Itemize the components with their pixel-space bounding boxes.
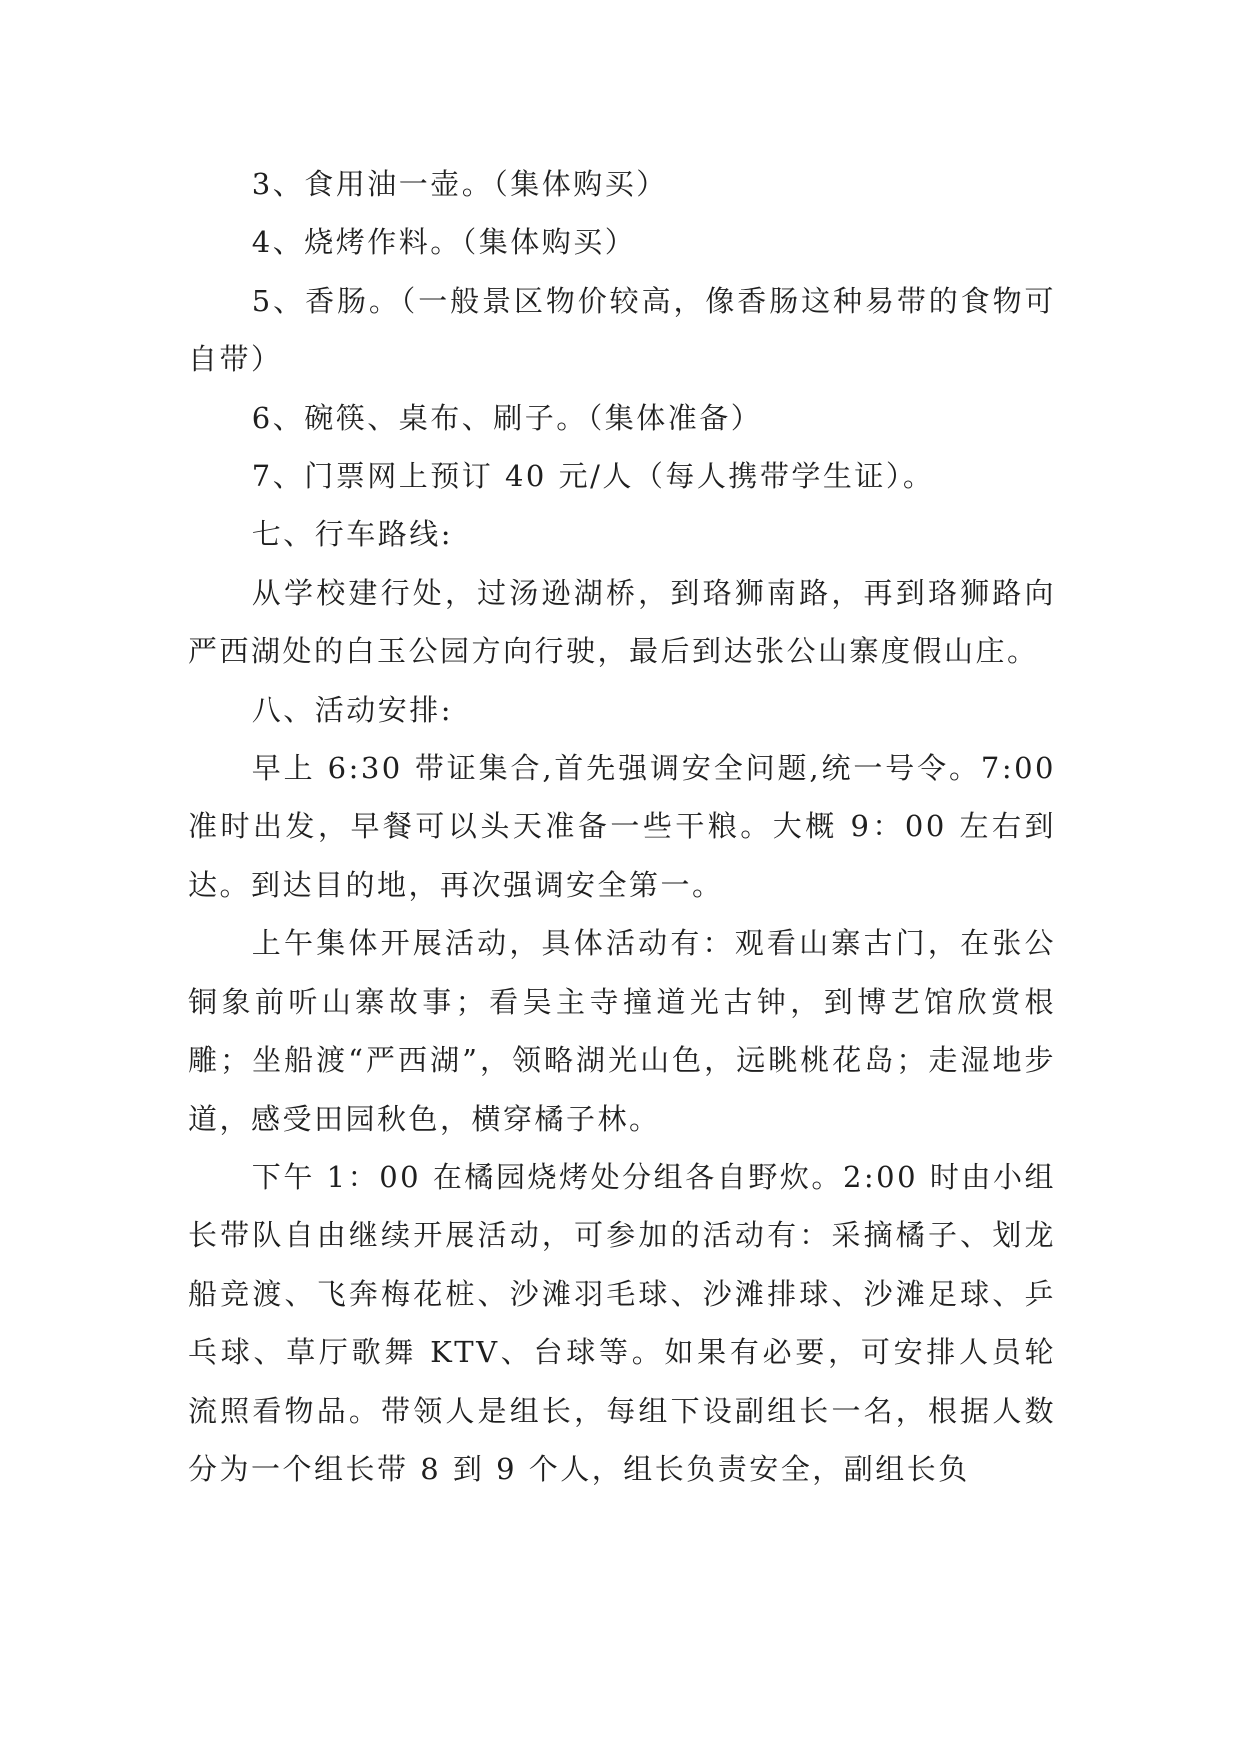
paragraph-afternoon-activities: 下午 1：00 在橘园烧烤处分组各自野炊。2:00 时由小组长带队自由继续开展活动，可参加的活动有：采摘橘子、划龙船竞渡、飞奔梅花桩、沙滩羽毛球、沙滩排球、沙滩足球、乒乓球、草厅歌舞 KTV、台球等。如果有必要，可安排人员轮流照看物品。带领人是组长，每组下设副组长一名，根据人数分为一个组长带 8 到 9 个人，组长负责安全，副组长负	[188, 1159, 1056, 1486]
paragraph-morning-departure: 早上 6:30 带证集合,首先强调安全问题,统一号令。7:00 准时出发，早餐可以头天准备一些干粮。大概 9：00 左右到达。到达目的地，再次强调安全第一。	[188, 751, 1056, 902]
paragraph-item-7-tickets: 7、门票网上预订 40 元/人（每人携带学生证）。	[251, 459, 935, 494]
section-heading-schedule: 八、活动安排:	[251, 692, 454, 727]
paragraph-item-5-sausage: 5、香肠。（一般景区物价较高，像香肠这种易带的食物可自带）	[188, 283, 1056, 377]
document-body	[188, 155, 1056, 1498]
paragraph-item-3-oil: 3、食用油一壶。（集体购买）	[251, 167, 668, 201]
paragraph-item-4-seasoning: 4、烧烤作料。（集体购买）	[251, 225, 637, 260]
paragraph-item-6-utensils: 6、碗筷、桌布、刷子。（集体准备）	[251, 400, 763, 435]
paragraph-morning-activities: 上午集体开展活动，具体活动有：观看山寨古门，在张公铜象前听山寨故事；看吴主寺撞道光古钟，到博艺馆欣赏根雕；坐船渡“严西湖”，领略湖光山色，远眺桃花岛；走湿地步道，感受田园秋色，横穿橘子林。	[188, 926, 1056, 1136]
paragraph-route-description: 从学校建行处，过汤逊湖桥，到珞狮南路，再到珞狮路向严西湖处的白玉公园方向行驶，最后到达张公山寨度假山庄。	[188, 575, 1056, 669]
section-heading-route: 七、行车路线:	[251, 517, 454, 552]
